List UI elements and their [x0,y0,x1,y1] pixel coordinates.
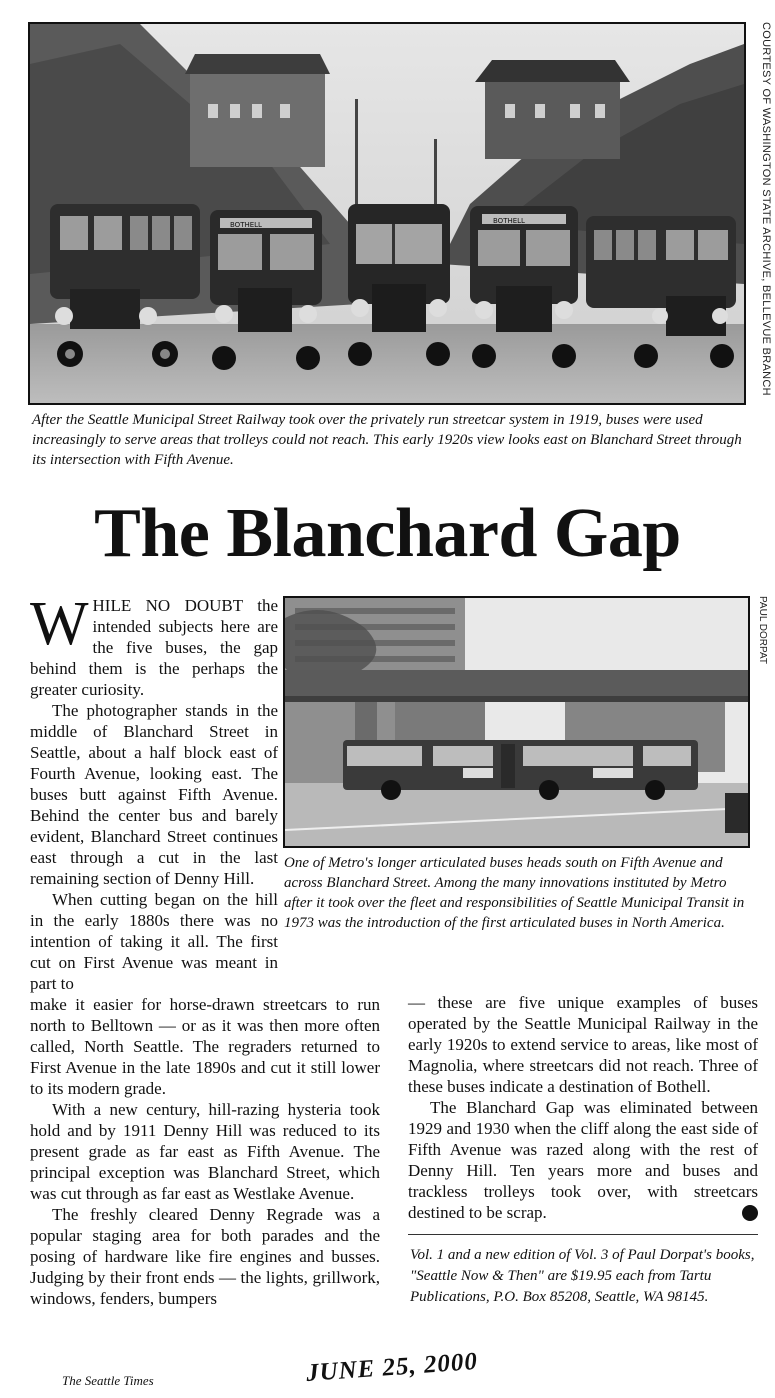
paragraph-text: HILE NO DOUBT the intended subjects here are the five buses, the gap behind them is the perhaps the greater curiosity. [30,596,278,699]
paragraph: The photographer stands in the middle of Blanchard Street in Seattle, about a half block east of Fourth Avenue, looking east. The buses butt against Fifth Avenue. Behind the center bus and barely evident, Blanchard Street continues east through a cut in the last remaining section of Denny Hill. [30,701,278,888]
historic-buses-photo [28,22,746,405]
photo-caption: After the Seattle Municipal Street Railway took over the privately run streetcar system in 1919, buses were used increasingly to serve areas that trolleys could not reach. This early 1920s view looks east on Blanchard Street through its intersection with Fifth Avenue. [32,412,742,468]
article-column-right [408,992,773,1223]
end-mark-icon: P [742,1205,758,1221]
paragraph [30,590,278,700]
paragraph: The freshly cleared Denny Regrade was a popular staging area for both parades and the posing of hardware like fire engines and busses. Judging by their front ends — the lights, grillwork, windows, fenders, bumpers [30,1205,380,1308]
article-column-left-continued [30,994,380,1309]
book-promo: Vol. 1 and a new edition of Vol. 3 of Paul Dorpat's books, "Seattle Now & Then" are $19.95 each from Tartu Publications, P.O. Box 85208, Seattle, WA 98145. [410,1247,755,1305]
paragraph: When cutting began on the hill in the early 1880s there was no intention of taking it all. The first cut on First Avenue was meant in part to [30,890,278,993]
bus-sign: BOTHELL [493,217,525,225]
paragraph: make it easier for horse-drawn streetcars to run north to Belltown — or as it was then more often called, North Seattle. The regraders returned to First Avenue in the late 1890s and cut it still lower to its modern grade. [30,995,380,1098]
photo-caption: One of Metro's longer articulated buses heads south on Fifth Avenue and across Blanchard Street. Among the many innovations instituted by Metro after it took over the fleet and responsibilities of Seattle Municipal Transit in 1973 was the introduction of the first articulated buses in North America. [284,855,745,931]
drop-cap: W [30,590,89,658]
headline: The Blanchard Gap [94,495,681,572]
paragraph: — these are five unique examples of buses operated by the Seattle Municipal Railway in the early 1920s to extend service to areas, like most of Magnolia, where streetcars did not reach. Three of these buses indicate a destination of Bothell. [408,993,758,1096]
publication-name: The Seattle Times [62,1373,154,1388]
handwritten-date: JUNE 25, 2000 [305,1348,479,1387]
divider [408,1234,758,1235]
paragraph [408,1097,773,1223]
photo-credit: COURTESY OF WASHINGTON STATE ARCHIVE, BELLEVUE BRANCH [760,22,772,396]
articulated-bus-photo [283,596,750,848]
paragraph: With a new century, hill-razing hysteria took hold and by 1911 Denny Hill was reduced to its present grade as far east as Fifth Avenue. The principal exception was Blanchard Street, which was cut through as far east as Westlake Avenue. [30,1100,380,1203]
paragraph-text: The Blanchard Gap was eliminated between 1929 and 1930 when the cliff along the east side of Fifth Avenue was razed along with the rest of Denny Hill. Ten years more and buses and trackless trolleys took over, with streetcars destined to be scrap. [408,1098,758,1222]
bus-sign: BOTHELL [230,221,262,229]
article-column-left [30,590,278,994]
photo-credit: PAUL DORPAT [757,596,768,664]
